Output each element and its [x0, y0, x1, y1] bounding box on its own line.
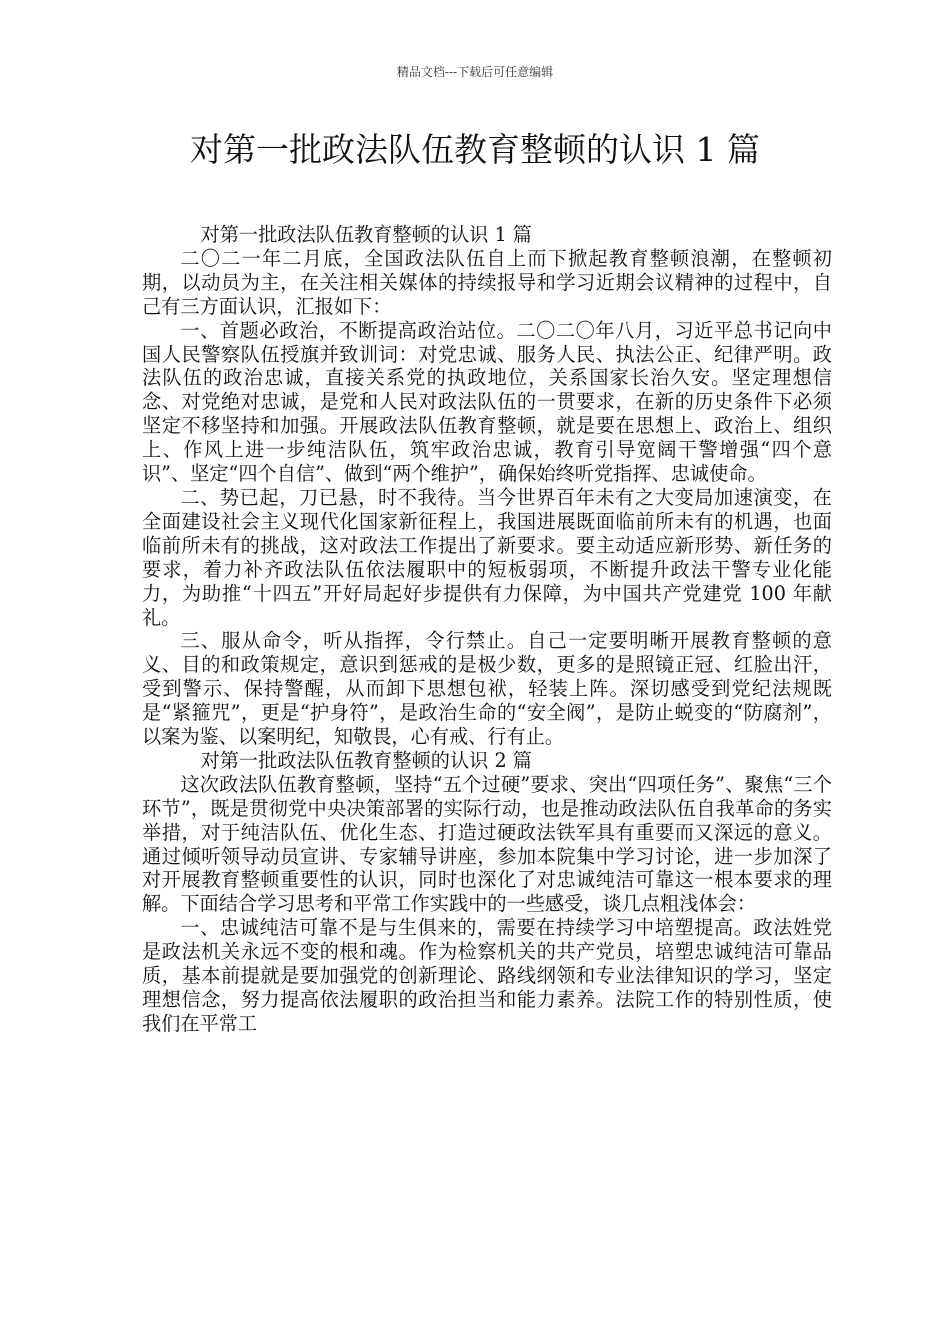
paragraph-point-2-1: 一、忠诚纯洁可靠不是与生俱来的，需要在持续学习中培塑提高。政法姓党是政法机关永远不变的根和魂。作为检察机关的共产党员，培塑忠诚纯洁可靠品质，基本前提就是要加强党的创新理论、路线纲领和专业法律知识的学习，坚定理想信念，努力提高依法履职的政治担当和能力素养。法院工作的特别性质，使我们在平常工: [142, 916, 832, 1035]
paragraph-point-1: 一、首题必政治，不断提高政治站位。二〇二〇年八月，习近平总书记向中国人民警察队伍授旗并致训词：对党忠诚、服务人民、执法公正、纪律严明。政法队伍的政治忠诚，直接关系党的执政地位，关系国家长治久安。坚定理想信念、对党绝对忠诚，是党和人民对政法队伍的一贯要求，在新的历史条件下必须坚定不移坚持和加强。开展政法队伍教育整顿，就是要在思想上、政治上、组织上、作风上进一步纯洁队伍，筑牢政治忠诚，教育引导宽阔干警增强“四个意识”、坚定“四个自信”、做到“两个维护”，确保始终听党指挥、忠诚使命。: [142, 318, 832, 486]
section-subtitle-1: 对第一批政法队伍教育整顿的认识 1 篇: [200, 223, 532, 246]
section-subtitle-2: 对第一批政法队伍教育整顿的认识 2 篇: [200, 748, 532, 772]
paragraph-point-2: 二、势已起，刀已悬，时不我待。当今世界百年未有之大变局加速演变，在全面建设社会主义现代化国家新征程上，我国进展既面临前所未有的机遇，也面临前所未有的挑战，这对政法工作提出了新要求。要主动适应新形势、新任务的要求，着力补齐政法队伍依法履职中的短板弱项，不断提升政法干警专业化能力，为助推“十四五”开好局起好步提供有力保障，为中国共产党建党 100 年献礼。: [142, 485, 832, 629]
paragraph-intro: 二〇二一年二月底，全国政法队伍自上而下掀起教育整顿浪潮，在整顿初期，以动员为主，在关注相关媒体的持续报导和学习近期会议精神的过程中，自己有三方面认识，汇报如下：: [142, 246, 832, 318]
document-title: 对第一批政法队伍教育整顿的认识 1 篇: [190, 130, 760, 169]
paragraph-intro-2: 这次政法队伍教育整顿，坚持“五个过硬”要求、突出“四项任务”、聚焦“三个环节”，既是贯彻党中央决策部署的实际行动，也是推动政法队伍自我革命的务实举措，对于纯洁队伍、优化生态、打造过硬政法铁军具有重要而又深远的意义。通过倾听领导动员宣讲、专家辅导讲座，参加本院集中学习讨论，进一步加深了对开展教育整顿重要性的认识，同时也深化了对忠诚纯洁可靠这一根本要求的理解。下面结合学习思考和平常工作实践中的一些感受，谈几点粗浅体会：: [142, 772, 832, 916]
document-body: [142, 223, 832, 1036]
paragraph-point-3: 三、服从命令，听从指挥，令行禁止。自己一定要明晰开展教育整顿的意义、目的和政策规定，意识到惩戒的是极少数，更多的是照镜正冠、红脸出汗，受到警示、保持警醒，从而卸下思想包袱，轻装上阵。深切感受到党纪法规既是“紧箍咒”，更是“护身符”，是政治生命的“安全阀”，是防止蜕变的“防腐剂”，以案为鉴、以案明纪，知敬畏，心有戒、行有止。: [142, 629, 832, 749]
page-header: 精品文档---下载后可任意编辑: [396, 65, 554, 79]
